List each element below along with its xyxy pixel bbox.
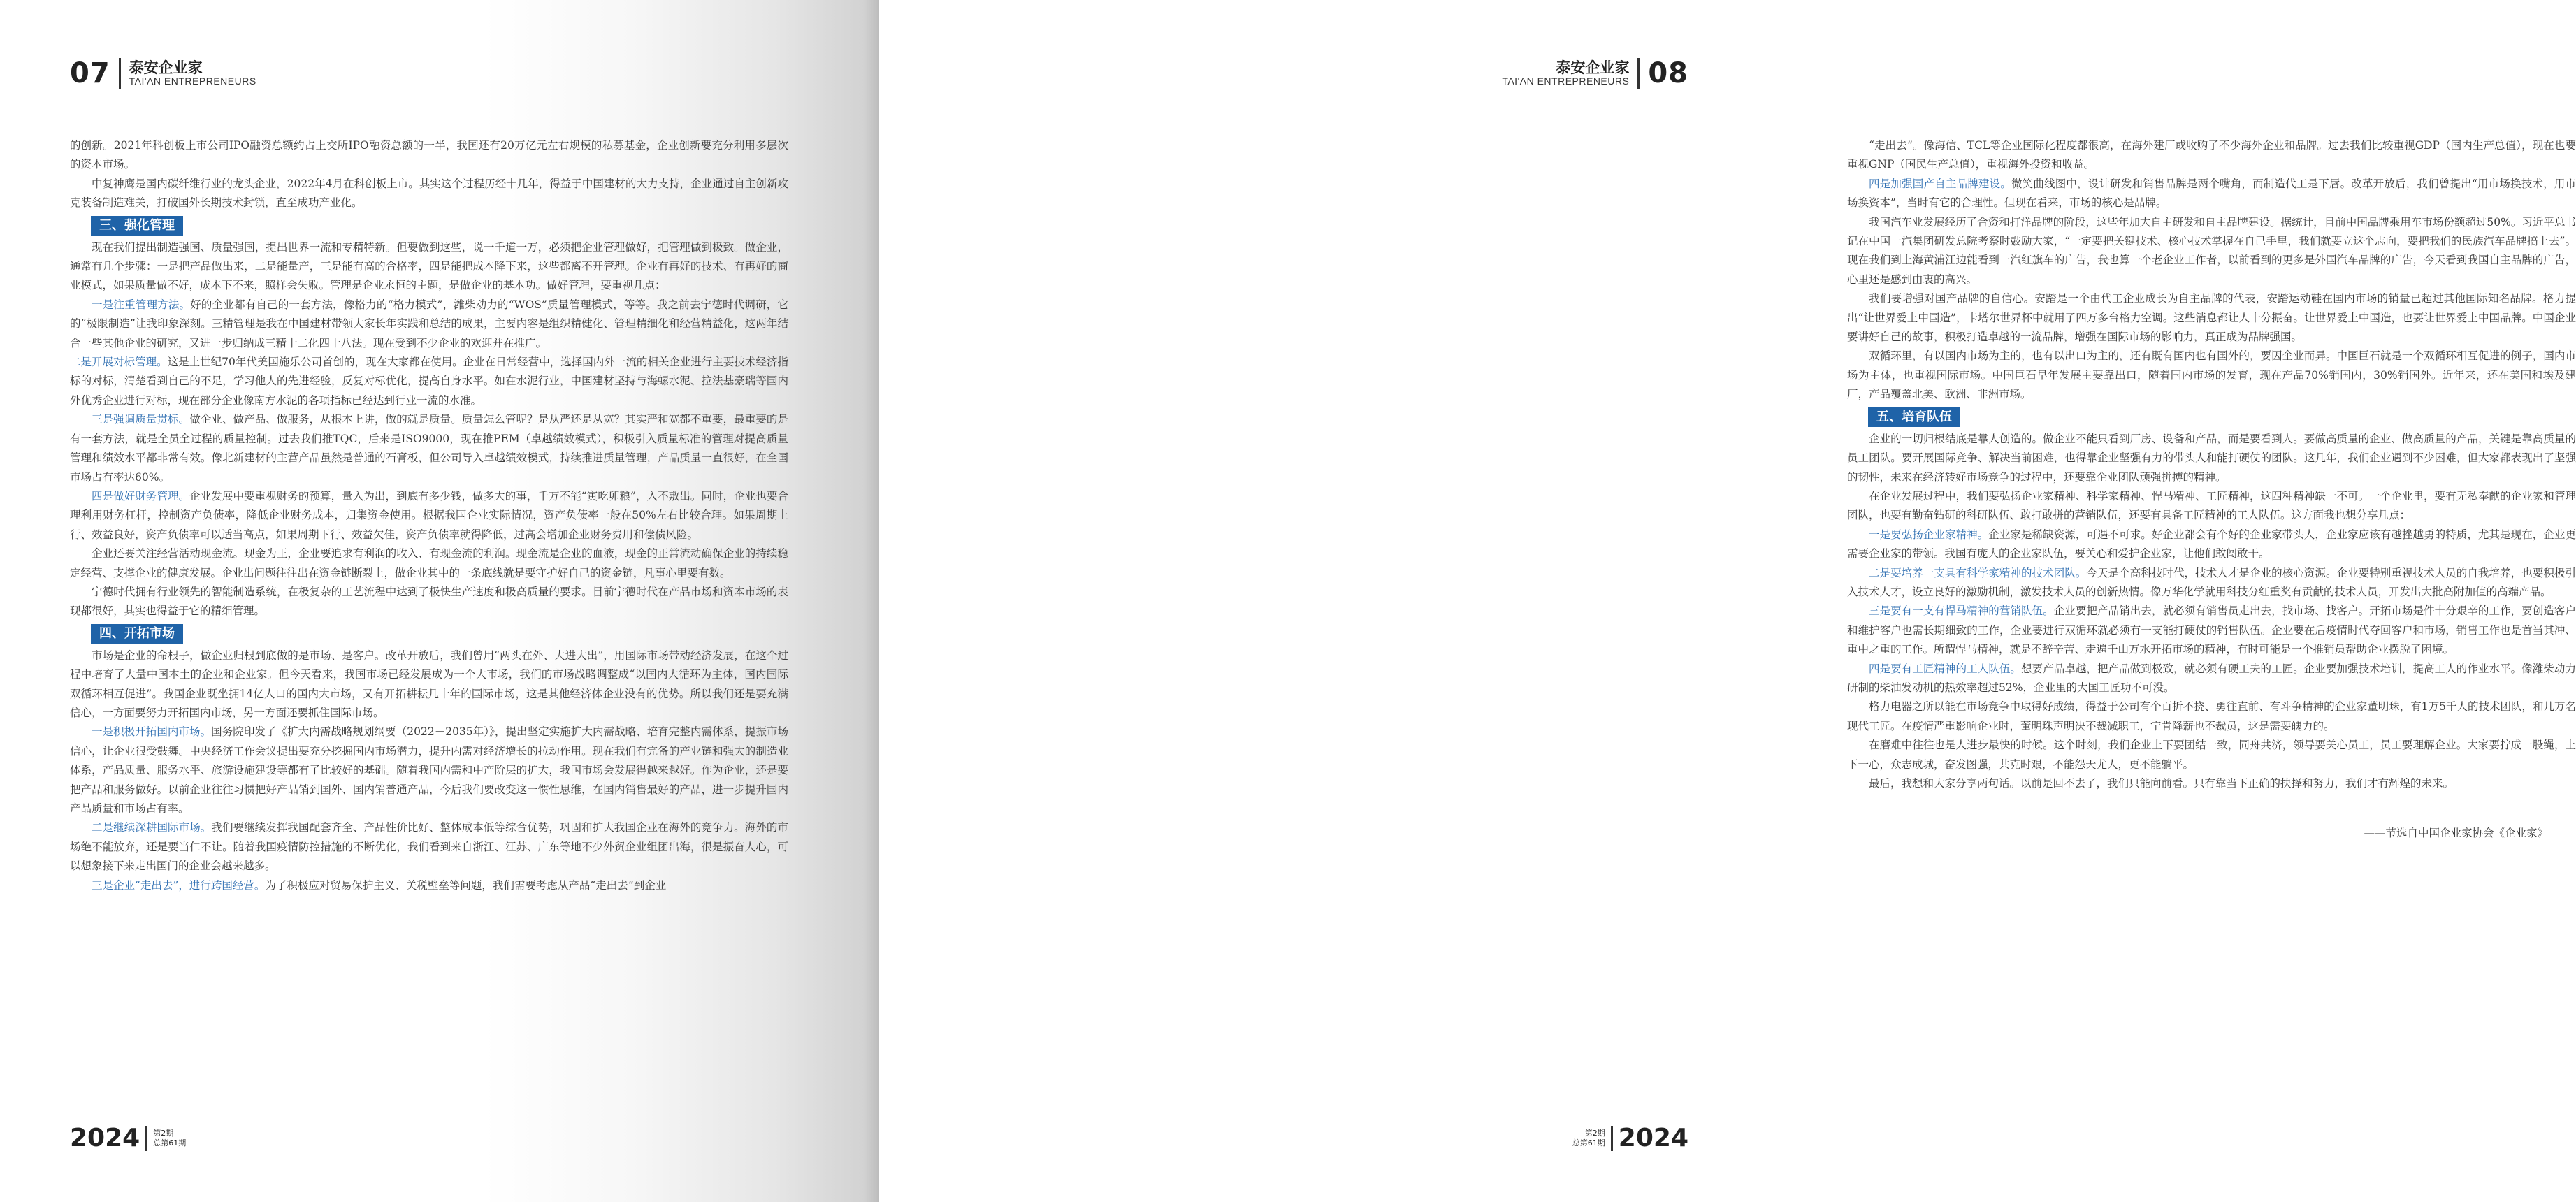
paragraph-text: 格力电器之所以能在市场竞争中取得好成绩，得益于公司有个百折不挠、勇往直前、有斗争精神的企业家董明珠，有1万5千人的技术团队，和几万名现代工匠。在疫情严重影响企业时，董明珠声明决不裁减职工，宁肯降薪也不裁员，这是需要魄力的。 (1847, 700, 2576, 732)
section-heading-wrapper (70, 213, 788, 238)
paragraph (1847, 430, 2576, 487)
paragraph-lead: 一是要弘扬企业家精神。 (1869, 528, 1989, 541)
magazine-title-en: TAI'AN ENTREPRENEURS (129, 75, 256, 87)
left-header (70, 57, 256, 89)
paragraph-text: 企业的一切归根结底是靠人创造的。做企业不能只看到厂房、设备和产品，而是要看到人。要做高质量的企业、做高质量的产品，关键是靠高质量的员工团队。要开展国际竞争、解决当前困难，也得靠企业坚强有力的带头人和能打硬仗的团队。这几年，我们企业遇到不少困难，但大家都表现出了坚强的韧性，未来在经济转好市场竞争的过程中，还要靠企业团队顽强拼搏的精神。 (1847, 432, 2576, 484)
paragraph-text: 的创新。2021年科创板上市公司IPO融资总额约占上交所IPO融资总额的一半，我国还有20万亿元左右规模的私募基金，企业创新要充分利用多层次的资本市场。 (70, 139, 788, 171)
paragraph (70, 646, 788, 723)
page-number: 08 (1648, 57, 1688, 89)
paragraph (70, 136, 788, 175)
paragraph-text: 好的企业都有自己的一套方法，像格力的“格力模式”，潍柴动力的“WOS”质量管理模式，等等。我之前去宁德时代调研，它的“极限制造”让我印象深刻。三精管理是我在中国建材带领大家长年实践和总结的成果，主要内容是组织精健化、管理精细化和经营精益化，这两年结合一些其他企业的研究，又进一步归纳成三精十二化四十八法。现在受到不少企业的欢迎并在推广。 (70, 298, 788, 349)
paragraph-text: 中复神鹰是国内碳纤维行业的龙头企业，2022年4月在科创板上市。其实这个过程历经十几年，得益于中国建材的大力支持，企业通过自主创新攻克装备制造难关，打破国外长期技术封锁，直至成功产业化。 (70, 177, 788, 210)
paragraph (1847, 697, 2576, 736)
paragraph (70, 175, 788, 213)
paragraph (1847, 660, 2576, 698)
paragraph (1847, 347, 2576, 404)
paragraph-text: 我们要继续发挥我国配套齐全、产品性价比好、整体成本低等综合优势，巩固和扩大我国企业在海外的竞争力。海外的市场绝不能放弃，还是要当仁不让。随着我国疫情防控措施的不断优化，我们看到来自浙江、江苏、广东等地不少外贸企业组团出海，很是振奋人心，可以想象接下来走出国门的企业会越来越多。 (70, 821, 788, 873)
paragraph-text: 我国汽车业发展经历了合资和打洋品牌的阶段，这些年加大自主研发和自主品牌建设。据统计，目前中国品牌乘用车市场份额超过50%。习近平总书记在中国一汽集团研发总院考察时鼓励大家，“一定要把关键技术、核心技术掌握在自己手里，我们就要立这个志向，要把我们的民族汽车品牌搞上去”。现在我们到上海黄浦江边能看到一汽红旗车的广告，我也算一个老企业工作者，以前看到的更多是外国汽车品牌的广告，今天看到我国自主品牌的广告，心里还是感到由衷的高兴。 (1847, 215, 2576, 286)
page-number: 07 (70, 57, 110, 89)
paragraph (1847, 487, 2576, 526)
issue-number: 第2期 (153, 1128, 174, 1138)
paragraph (70, 723, 788, 818)
section-heading: 五、培育队伍 (1868, 407, 1960, 427)
paragraph-text: 做企业、做产品、做服务，从根本上讲，做的就是质量。质量怎么管呢？是从严还是从宽？其实严和宽都不重要，最重要的是有一套方法，就是全员全过程的质量控制。过去我们推TQC，后来是ISO9000，现在推PEM（卓越绩效模式），积极引入质量标准的管理对提高质量管理和绩效水平都非常有效。像北新建材的主营产品虽然是普通的石膏板，但公司导入卓越绩效模式，持续推进质量管理，产品质量一直很好，在全国市场占有率达60%。 (70, 413, 788, 484)
paragraph-lead: 二是要培养一支具有科学家精神的技术团队。 (1869, 566, 2087, 579)
paragraph-text: 国务院印发了《扩大内需战略规划纲要（2022－2035年）》，提出坚定实施扩大内需战略、培育完整内需体系，提振市场信心，让企业很受鼓舞。中央经济工作会议提出要充分挖掘国内市场潜力，提升内需对经济增长的拉动作用。现在我们有完备的产业链和强大的制造业体系，产品质量、服务水平、旅游设施建设等都有了比较好的基础。随着我国内需和中产阶层的扩大，我国市场会发展得越来越好。作为企业，还是要把产品和服务做好。以前企业往往习惯把好产品销到国外、国内销普通产品，今后我们要改变这一惯性思维，在国内销售最好的产品，进一步提升国内产品质量和市场占有率。 (70, 725, 788, 815)
paragraph-lead: 一是积极开拓国内市场。 (92, 725, 212, 739)
right-header (1502, 57, 1688, 89)
section-heading-wrapper (70, 621, 788, 646)
issue-info (153, 1129, 186, 1148)
paragraph (1847, 526, 2576, 564)
paragraph-text: 想要产品卓越，把产品做到极致，就必须有硬工夫的工匠。企业要加强技术培训，提高工人的作业水平。像潍柴动力研制的柴油发动机的热效率超过52%，企业里的大国工匠功不可没。 (1847, 662, 2576, 694)
paragraph-lead: 四是加强国产自主品牌建设。 (1869, 177, 2011, 190)
spine-shadow (864, 0, 881, 1202)
paragraph-text: 市场是企业的命根子，做企业归根到底做的是市场、是客户。改革开放后，我们曾用“两头在外、大进大出”，用国际市场带动经济发展，在这个过程中培育了大量中国本土的企业和企业家。但今天看来，我国市场已经发展成为一个大市场，我们的市场战略调整成“以国内大循环为主体，国内国际双循环相互促进”。我国企业既坐拥14亿人口的国内大市场，又有开拓耕耘几十年的国际市场，这是其他经济体企业没有的优势。所以我们还是要充满信心，一方面要努力开拓国内市场，另一方面还要抓住国际市场。 (70, 649, 788, 719)
left-article-body (70, 136, 788, 895)
paragraph-lead: 二是继续深耕国际市场。 (92, 821, 212, 834)
paragraph-text: 企业要把产品销出去，就必须有销售员走出去，找市场、找客户。开拓市场是件十分艰辛的工作，要创造客户和维护客户也需长期细致的工作，企业要进行双循环就必须有一支能打硬仗的销售队伍。企业要在后疫情时代夺回客户和市场，销售工作也是首当其冲、重中之重的工作。所谓悍马精神，就是不辞辛苦、走遍千山万水开拓市场的精神，有时可能是一个推销员帮助企业摆脱了困境。 (1847, 604, 2576, 656)
paragraph (70, 487, 788, 544)
paragraph-text: 最后，我想和大家分享两句话。以前是回不去了，我们只能向前看。只有靠当下正确的抉择和努力，我们才有辉煌的未来。 (1869, 777, 2454, 790)
issue-year: 2024 (1618, 1124, 1688, 1152)
magazine-title (129, 60, 256, 87)
paragraph (1847, 175, 2576, 213)
issue-info (1572, 1129, 1605, 1148)
left-footer (70, 1124, 186, 1152)
paragraph (1847, 136, 2576, 175)
section-heading: 四、开拓市场 (91, 624, 183, 644)
paragraph-lead: 四是做好财务管理。 (92, 489, 190, 502)
paragraph (1847, 564, 2576, 602)
right-page (879, 0, 2576, 1202)
magazine-title-cn: 泰安企业家 (129, 59, 203, 76)
header-divider (119, 58, 121, 89)
footer-divider (145, 1126, 147, 1151)
paragraph (1847, 736, 2576, 774)
section-heading-wrapper (1847, 405, 2576, 430)
paragraph-text: 双循环里，有以国内市场为主的，也有以出口为主的，还有既有国内也有国外的，要因企业而异。中国巨石就是一个双循环相互促进的例子，国内市场为主体，也重视国际市场。中国巨石早年发展主要靠出口，随着国内市场的发育，现在产品70%销国内，30%销国外。近年来，还在美国和埃及建厂，产品覆盖北美、欧洲、非洲市场。 (1847, 349, 2576, 401)
paragraph-lead: 三是要有一支有悍马精神的营销队伍。 (1869, 604, 2054, 618)
issue-year: 2024 (70, 1124, 140, 1152)
paragraph (70, 410, 788, 487)
paragraph (1847, 774, 2576, 793)
paragraph-text: 我们要增强对国产品牌的自信心。安踏是一个由代工企业成长为自主品牌的代表，安踏运动鞋在国内市场的销量已超过其他国际知名品牌。格力提出“让世界爱上中国造”，卡塔尔世界杯中就用了四万多台格力空调。这些消息都让人十分振奋。让世界爱上中国造，也要让世界爱上中国品牌。中国企业要讲好自己的故事，积极打造卓越的一流品牌，增强在国际市场的影响力，真正成为品牌强国。 (1847, 292, 2576, 344)
left-page (0, 0, 879, 1202)
paragraph-text: “走出去”。像海信、TCL等企业国际化程度都很高，在海外建厂或收购了不少海外企业和品牌。过去我们比较重视GDP（国内生产总值），现在也要重视GNP（国民生产总值），重视海外投资和收益。 (1847, 139, 2576, 171)
issue-number: 第2期 (1584, 1128, 1605, 1138)
paragraph-text: 在磨难中往往也是人进步最快的时候。这个时刻，我们企业上下要团结一致，同舟共济，领导要关心员工，员工要理解企业。大家要拧成一股绳，上下一心，众志成城，奋发图强，共克时艰，不能怨天尤人，更不能躺平。 (1847, 739, 2576, 771)
paragraph-text: 企业还要关注经营活动现金流。现金为王，企业要追求有利润的收入、有现金流的利润。现金流是企业的血液，现金的正常流动确保企业的持续稳定经营、支撑企业的健康发展。企业出问题往往出在资金链断裂上，做企业其中的一条底线就是要守护好自己的资金链，凡事心里要有数。 (70, 547, 788, 579)
total-issue-number: 总第61期 (1572, 1138, 1605, 1147)
right-article-paragraphs (1847, 136, 2576, 793)
paragraph (70, 818, 788, 876)
paragraph (70, 296, 788, 353)
paragraph-text: 宁德时代拥有行业领先的智能制造系统，在极复杂的工艺流程中达到了极快生产速度和极高质量的要求。目前宁德时代在产品市场和资本市场的表现都很好，其实也得益于它的精细管理。 (70, 585, 788, 618)
paragraph (70, 238, 788, 296)
paragraph-text: 今天是个高科技时代，技术人才是企业的核心资源。企业要特别重视技术人员的自我培养，也要积极引入技术人才，设立良好的激励机制，激发技术人员的创新热情。像万华化学就用科技分红重奖有贡献的技术人员，开发出大批高附加值的高端产品。 (1847, 566, 2576, 598)
paragraph-text: 在企业发展过程中，我们要弘扬企业家精神、科学家精神、悍马精神、工匠精神，这四种精神缺一不可。一个企业里，要有无私奉献的企业家和管理团队，也要有勤奋钻研的科研队伍、敢打敢拼的营销队伍，还要有具备工匠精神的工人队伍。这方面我也想分享几点： (1847, 489, 2576, 522)
footer-divider (1611, 1126, 1613, 1151)
paragraph-lead: 三是强调质量贯标。 (92, 413, 190, 426)
paragraph-text: 为了积极应对贸易保护主义、关税壁垒等问题，我们需要考虑从产品“走出去”到企业 (265, 878, 667, 892)
header-divider (1637, 58, 1640, 89)
right-article-body (1847, 136, 2576, 843)
paragraph-lead: 三是企业“走出去”，进行跨国经营。 (92, 878, 266, 892)
paragraph-text: 企业家是稀缺资源，可遇不可求。好企业都会有个好的企业家带头人，企业家应该有越挫越勇的特质，尤其是现在，企业更需要企业家的带领。我国有庞大的企业家队伍，要关心和爱护企业家，让他们敢闯敢干。 (1847, 528, 2576, 560)
paragraph (70, 583, 788, 621)
magazine-title-en: TAI'AN ENTREPRENEURS (1502, 75, 1630, 87)
paragraph (1847, 289, 2576, 347)
magazine-title (1502, 60, 1629, 87)
paragraph-text: 微笑曲线图中，设计研发和销售品牌是两个嘴角，而制造代工是下唇。改革开放后，我们曾提出“用市场换技术，用市场换资本”，当时有它的合理性。但现在看来，市场的核心是品牌。 (1847, 177, 2576, 210)
paragraph-text: 这是上世纪70年代美国施乐公司首创的，现在大家都在使用。企业在日常经营中，选择国内外一流的相关企业进行主要技术经济指标的对标，清楚看到自己的不足，学习他人的先进经验，反复对标优化，提高自身水平。如在水泥行业，中国建材坚持与海螺水泥、拉法基豪瑞等国内外优秀企业进行对标，现在部分企业像南方水泥的各项指标已经达到行业一流的水准。 (70, 356, 788, 407)
source-credit: ——节选自中国企业家协会《企业家》 (2364, 827, 2548, 840)
total-issue-number: 总第61期 (153, 1138, 187, 1147)
paragraph (70, 353, 788, 410)
paragraph-lead: 一是注重管理方法。 (92, 298, 191, 311)
paragraph (70, 876, 788, 895)
right-footer (1572, 1124, 1688, 1152)
paragraph (1847, 602, 2576, 659)
section-heading: 三、强化管理 (91, 216, 183, 236)
paragraph-lead: 四是要有工匠精神的工人队伍。 (1869, 662, 2021, 675)
paragraph (1847, 213, 2576, 290)
magazine-title-cn: 泰安企业家 (1556, 59, 1630, 76)
paragraph (70, 544, 788, 583)
paragraph-lead: 二是开展对标管理。 (70, 356, 168, 369)
paragraph-text: 现在我们提出制造强国、质量强国，提出世界一流和专精特新。但要做到这些，说一千道一万，必须把企业管理做好，把管理做到极致。做企业，通常有几个步骤：一是把产品做出来，二是能量产，三是能有高的合格率，四是能把成本降下来，这些都离不开管理。企业有再好的技术、有再好的商业模式，如果质量做不好，成本下不来，照样会失败。管理是企业永恒的主题，是做企业的基本功。做好管理，要重视几点： (70, 240, 788, 292)
paragraph-text: 企业发展中要重视财务的预算，量入为出，到底有多少钱，做多大的事，千万不能“寅吃卯粮”，入不敷出。同时，企业也要合理利用财务杠杆，控制资产负债率，降低企业财务成本，归集资金使用。根据我国企业实际情况，资产负债率一般在50%左右比较合理。如果周期上行、效益良好，资产负债率可以适当高点，如果周期下行、效益欠佳，资产负债率就得降低，过高会增加企业财务费用和偿债风险。 (70, 489, 788, 541)
